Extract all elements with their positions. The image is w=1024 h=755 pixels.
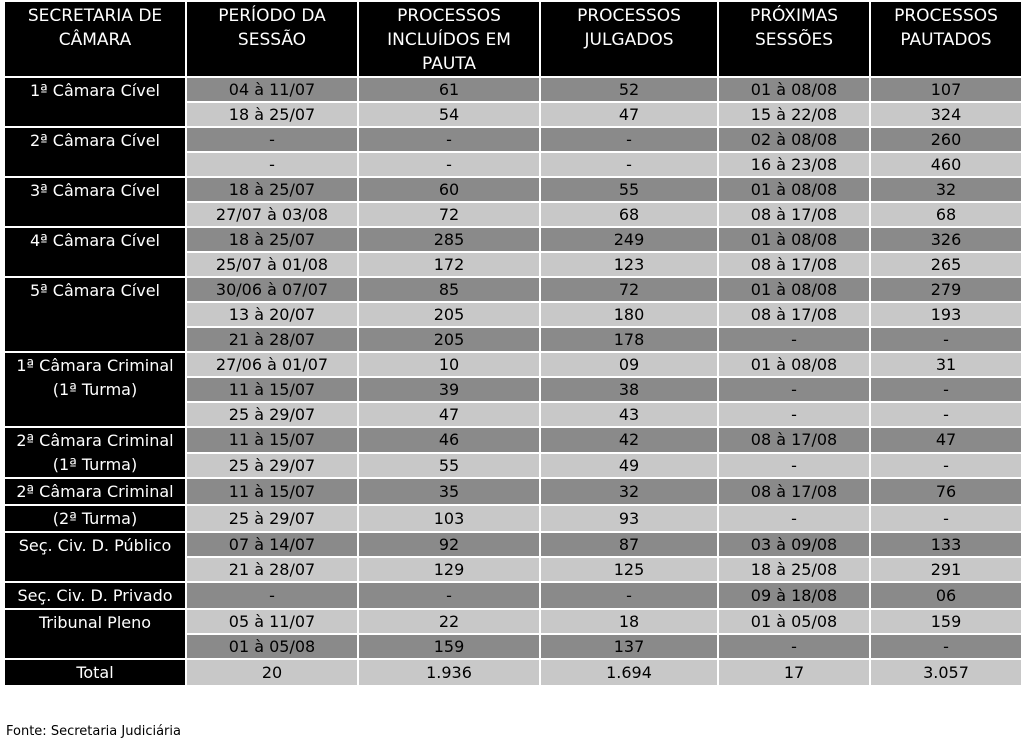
table-cell: 76 — [871, 479, 1021, 504]
table-cell: - — [359, 583, 539, 608]
table-cell: 25 à 29/07 — [187, 506, 357, 531]
table-cell: 01 à 05/08 — [719, 610, 869, 633]
total-cell: 17 — [719, 660, 869, 685]
table-cell: - — [541, 153, 717, 176]
table-cell: 10 — [359, 353, 539, 376]
chamber-label: 1ª Câmara Cível — [5, 78, 185, 126]
table-cell: 01 à 08/08 — [719, 353, 869, 376]
table-cell: - — [359, 153, 539, 176]
chamber-label: 5ª Câmara Cível — [5, 278, 185, 351]
table-cell: 460 — [871, 153, 1021, 176]
total-cell: 20 — [187, 660, 357, 685]
table-cell: 08 à 17/08 — [719, 479, 869, 504]
table-cell: 123 — [541, 253, 717, 276]
column-header: PROCESSOS JULGADOS — [541, 2, 717, 76]
chamber-label: Seç. Civ. D. Privado — [5, 583, 185, 608]
table-cell: - — [871, 454, 1021, 478]
source-footnote: Fonte: Secretaria Judiciária — [6, 724, 181, 739]
table-cell: 285 — [359, 228, 539, 251]
table-cell: 18 à 25/08 — [719, 558, 869, 581]
table-cell: 39 — [359, 378, 539, 401]
sessions-table — [3, 0, 1023, 687]
table-cell: 32 — [871, 178, 1021, 201]
chamber-label: 1ª Câmara Criminal (1ª Turma) — [5, 353, 185, 426]
table-row — [5, 278, 1021, 301]
table-row — [5, 228, 1021, 251]
table-cell: - — [719, 454, 869, 478]
header-row — [5, 2, 1021, 76]
table-cell: 205 — [359, 303, 539, 326]
table-cell: 09 — [541, 353, 717, 376]
column-header: PROCESSOS INCLUÍDOS EM PAUTA — [359, 2, 539, 76]
table-cell: 93 — [541, 506, 717, 531]
table-cell: 01 à 08/08 — [719, 178, 869, 201]
table-cell: 25 à 29/07 — [187, 454, 357, 478]
table-cell: 72 — [359, 203, 539, 226]
table-cell: 54 — [359, 103, 539, 126]
table-cell: - — [187, 128, 357, 151]
table-cell: 08 à 17/08 — [719, 203, 869, 226]
table-cell: 55 — [359, 454, 539, 478]
table-cell: 52 — [541, 78, 717, 101]
table-cell: 291 — [871, 558, 1021, 581]
table-cell: 07 à 14/07 — [187, 533, 357, 556]
table-row — [5, 533, 1021, 556]
table-cell: 31 — [871, 353, 1021, 376]
table-cell: 249 — [541, 228, 717, 251]
table-cell: 18 à 25/07 — [187, 178, 357, 201]
table-cell: 35 — [359, 479, 539, 504]
chamber-label: 2ª Câmara Criminal — [5, 479, 185, 504]
table-cell: 21 à 28/07 — [187, 328, 357, 351]
table-cell: 43 — [541, 403, 717, 426]
table-cell: 279 — [871, 278, 1021, 301]
table-cell: 03 à 09/08 — [719, 533, 869, 556]
table-cell: - — [541, 583, 717, 608]
table-cell: - — [871, 635, 1021, 658]
table-cell: - — [719, 328, 869, 351]
table-cell: 30/06 à 07/07 — [187, 278, 357, 301]
table-cell: - — [187, 153, 357, 176]
table-cell: 49 — [541, 454, 717, 478]
total-label: Total — [5, 660, 185, 685]
table-cell: 18 à 25/07 — [187, 228, 357, 251]
table-cell: 85 — [359, 278, 539, 301]
table-row — [5, 506, 1021, 531]
table-cell: 326 — [871, 228, 1021, 251]
table-cell: 137 — [541, 635, 717, 658]
table-cell: 260 — [871, 128, 1021, 151]
table-cell: 133 — [871, 533, 1021, 556]
table-cell: - — [719, 403, 869, 426]
table-cell: 06 — [871, 583, 1021, 608]
chamber-label: Seç. Civ. D. Público — [5, 533, 185, 581]
table-cell: 103 — [359, 506, 539, 531]
table-cell: - — [359, 128, 539, 151]
table-cell: 42 — [541, 428, 717, 452]
table-cell: 01 à 08/08 — [719, 78, 869, 101]
total-row — [5, 660, 1021, 685]
table-cell: - — [719, 635, 869, 658]
column-header: SECRETARIA DE CÂMARA — [5, 2, 185, 76]
table-row — [5, 353, 1021, 376]
table-cell: 55 — [541, 178, 717, 201]
table-cell: 193 — [871, 303, 1021, 326]
table-cell: 125 — [541, 558, 717, 581]
table-cell: 46 — [359, 428, 539, 452]
table-cell: 72 — [541, 278, 717, 301]
table-cell: 08 à 17/08 — [719, 428, 869, 452]
table-cell: 08 à 17/08 — [719, 253, 869, 276]
table-cell: 60 — [359, 178, 539, 201]
table-cell: 22 — [359, 610, 539, 633]
table-cell: - — [871, 378, 1021, 401]
table-cell: 47 — [359, 403, 539, 426]
table-cell: 11 à 15/07 — [187, 378, 357, 401]
table-header — [5, 2, 1021, 76]
table-cell: 05 à 11/07 — [187, 610, 357, 633]
table-cell: 02 à 08/08 — [719, 128, 869, 151]
table-cell: 08 à 17/08 — [719, 303, 869, 326]
table-cell: 09 à 18/08 — [719, 583, 869, 608]
table-row — [5, 128, 1021, 151]
table-cell: - — [871, 506, 1021, 531]
table-cell: - — [541, 128, 717, 151]
table-cell: 01 à 08/08 — [719, 228, 869, 251]
chamber-label: (2ª Turma) — [5, 506, 185, 531]
table-cell: 01 à 05/08 — [187, 635, 357, 658]
table-row — [5, 610, 1021, 633]
total-cell: 3.057 — [871, 660, 1021, 685]
table-cell: - — [871, 328, 1021, 351]
table-cell: 172 — [359, 253, 539, 276]
table-cell: 27/07 à 03/08 — [187, 203, 357, 226]
table-cell: 15 à 22/08 — [719, 103, 869, 126]
table-cell: 04 à 11/07 — [187, 78, 357, 101]
table-cell: 25/07 à 01/08 — [187, 253, 357, 276]
table-cell: 27/06 à 01/07 — [187, 353, 357, 376]
table-cell: 32 — [541, 479, 717, 504]
table-cell: 159 — [871, 610, 1021, 633]
chamber-label: 4ª Câmara Cível — [5, 228, 185, 276]
table-cell: 38 — [541, 378, 717, 401]
table-cell: - — [871, 403, 1021, 426]
table-row — [5, 178, 1021, 201]
table-row — [5, 583, 1021, 608]
table-cell: 01 à 08/08 — [719, 278, 869, 301]
table-cell: 13 à 20/07 — [187, 303, 357, 326]
table-cell: 68 — [871, 203, 1021, 226]
total-cell: 1.936 — [359, 660, 539, 685]
table-cell: 47 — [541, 103, 717, 126]
table-cell: 107 — [871, 78, 1021, 101]
chamber-label: 2ª Câmara Criminal (1ª Turma) — [5, 428, 185, 477]
table-cell: 205 — [359, 328, 539, 351]
table-cell: 159 — [359, 635, 539, 658]
table-cell: - — [719, 506, 869, 531]
column-header: PROCESSOS PAUTADOS — [871, 2, 1021, 76]
table-cell: 11 à 15/07 — [187, 479, 357, 504]
table-cell: 92 — [359, 533, 539, 556]
table-row — [5, 479, 1021, 504]
table-cell: 47 — [871, 428, 1021, 452]
total-cell: 1.694 — [541, 660, 717, 685]
chamber-label: Tribunal Pleno — [5, 610, 185, 658]
table-row — [5, 428, 1021, 452]
table-cell: 16 à 23/08 — [719, 153, 869, 176]
column-header: PRÓXIMAS SESSÕES — [719, 2, 869, 76]
table-cell: 25 à 29/07 — [187, 403, 357, 426]
table-cell: 180 — [541, 303, 717, 326]
table-cell: 18 à 25/07 — [187, 103, 357, 126]
table-cell: - — [187, 583, 357, 608]
table-cell: 68 — [541, 203, 717, 226]
table-row — [5, 78, 1021, 101]
table-cell: 129 — [359, 558, 539, 581]
chamber-label: 2ª Câmara Cível — [5, 128, 185, 176]
table-cell: 87 — [541, 533, 717, 556]
table-cell: 11 à 15/07 — [187, 428, 357, 452]
table-cell: 18 — [541, 610, 717, 633]
column-header: PERÍODO DA SESSÃO — [187, 2, 357, 76]
table-cell: 21 à 28/07 — [187, 558, 357, 581]
sessions-table-container — [3, 0, 1021, 687]
table-cell: 265 — [871, 253, 1021, 276]
table-body — [5, 78, 1021, 685]
chamber-label: 3ª Câmara Cível — [5, 178, 185, 226]
table-cell: 324 — [871, 103, 1021, 126]
table-cell: 61 — [359, 78, 539, 101]
table-cell: 178 — [541, 328, 717, 351]
table-cell: - — [719, 378, 869, 401]
